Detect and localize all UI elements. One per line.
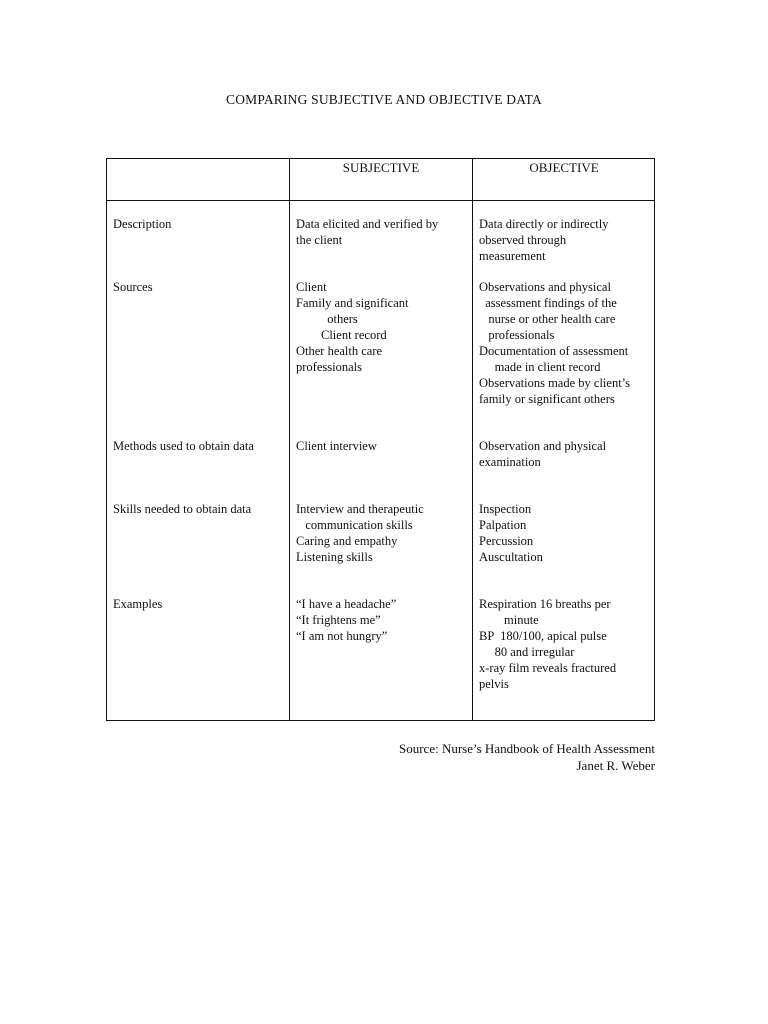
objective-sources: Observations and physical assessment findings of the nurse or other health care professionals Documentation of assessment made in client record Observations made by client’s family or significant others bbox=[479, 280, 631, 406]
subjective-methods: Client interview bbox=[296, 439, 377, 453]
objective-skills: Inspection Palpation Percussion Auscultation bbox=[479, 502, 543, 564]
objective-description: Data directly or indirectly observed through measurement bbox=[479, 217, 609, 263]
column-header-objective: OBJECTIVE bbox=[529, 160, 599, 175]
subjective-description: Data elicited and verified by the client bbox=[296, 217, 439, 247]
column-divider bbox=[472, 159, 473, 720]
page-title: COMPARING SUBJECTIVE AND OBJECTIVE DATA bbox=[226, 92, 542, 107]
objective-methods: Observation and physical examination bbox=[479, 439, 607, 469]
subjective-skills: Interview and therapeutic communication skills Caring and empathy Listening skills bbox=[296, 502, 424, 564]
row-label-description: Description bbox=[113, 217, 172, 231]
header-divider bbox=[107, 200, 654, 201]
comparison-table bbox=[106, 158, 655, 721]
row-label-sources: Sources bbox=[113, 280, 153, 294]
row-label-skills: Skills needed to obtain data bbox=[113, 502, 252, 516]
objective-examples: Respiration 16 breaths per minute BP 180/100, apical pulse 80 and irregular x-ray film reveals fractured pelvis bbox=[479, 597, 617, 691]
subjective-sources: Client Family and significant others Client record Other health care professionals bbox=[296, 280, 409, 374]
source-citation bbox=[399, 740, 655, 774]
row-label-examples: Examples bbox=[113, 597, 163, 611]
column-divider bbox=[289, 159, 290, 720]
source-line: Source: Nurse’s Handbook of Health Assessment bbox=[399, 741, 655, 756]
subjective-examples: “I have a headache” “It frightens me” “I am not hungry” bbox=[296, 597, 397, 643]
column-header-subjective: SUBJECTIVE bbox=[342, 160, 420, 175]
row-label-methods: Methods used to obtain data bbox=[113, 439, 254, 453]
source-author: Janet R. Weber bbox=[576, 758, 655, 773]
